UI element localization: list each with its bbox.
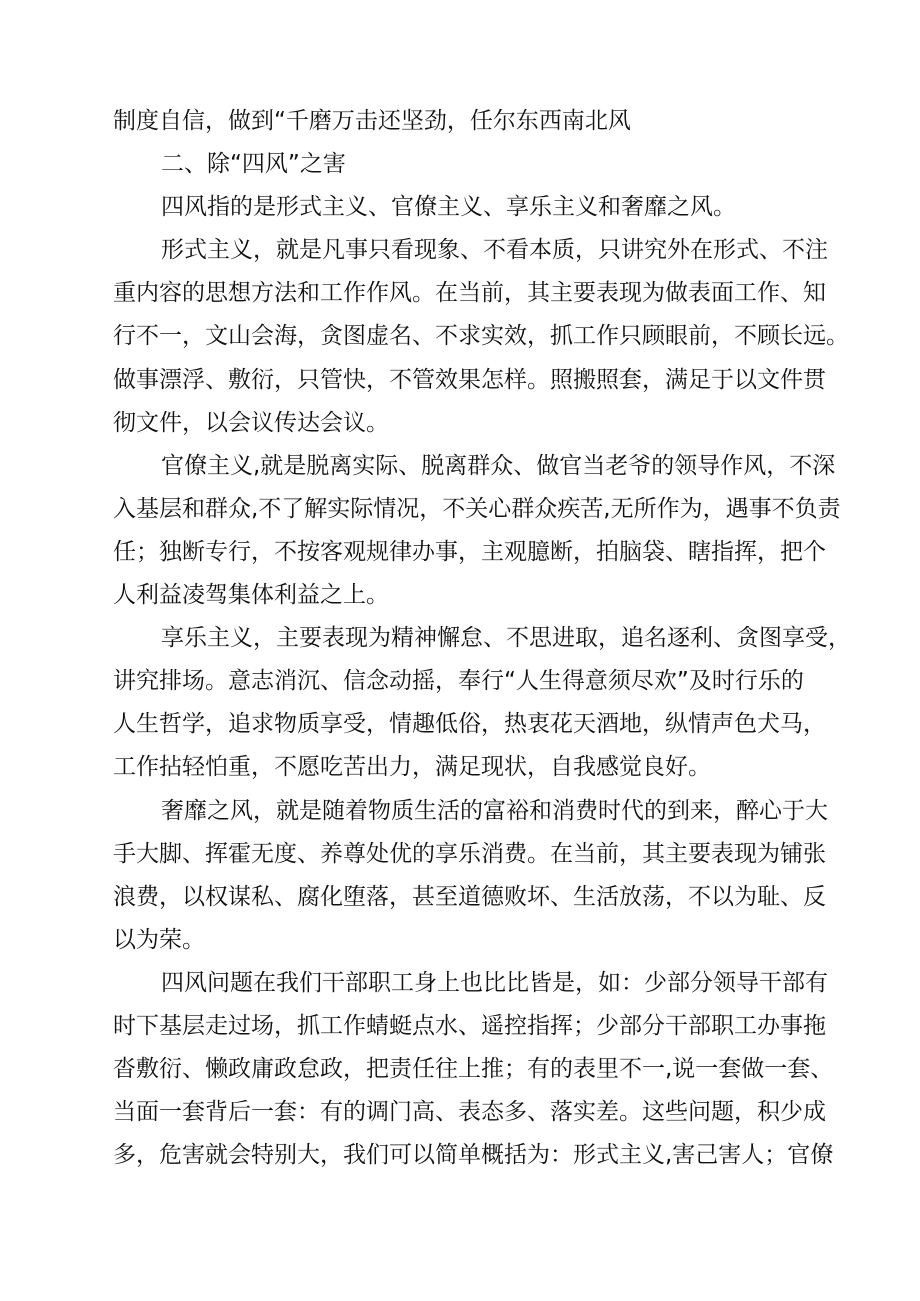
text-line: 制度自信，做到“千磨万击还坚劲，任尔东西南北风 xyxy=(113,108,631,134)
text-line: 手大脚、挥霍无度、养尊处优的享乐消费。在当前，其主要表现为铺张 xyxy=(113,840,826,867)
text-line: 奢靡之风，就是随着物质生活的富裕和消费时代的到来，醉心于大 xyxy=(161,797,828,824)
text-line: 讲究排场。意志消沉、信念动摇，奉行“人生得意须尽欢”及时行乐的 xyxy=(113,668,804,695)
text-line: 当面一套背后一套：有的调门高、表态多、落实差。这些问题，积少成 xyxy=(113,1099,826,1126)
text-line: 以为荣。 xyxy=(113,926,205,953)
text-line: 四风指的是形式主义、官僚主义、享乐主义和奢靡之风。 xyxy=(161,194,736,221)
text-line: 行不一，文山会海，贪图虚名、不求实效，抓工作只顾眼前，不顾长远。 xyxy=(113,323,849,350)
text-line: 享乐主义，主要表现为精神懈怠、不思进取，追名逐利、贪图享受， xyxy=(161,625,851,652)
text-line: 任；独断专行，不按客观规律办事，主观臆断，拍脑袋、瞎指挥，把个 xyxy=(113,538,826,565)
text-line: 彻文件，以会议传达会议。 xyxy=(113,409,389,436)
text-line: 人生哲学，追求物质享受，情趣低俗，热衷花天酒地，纵情声色犬马， xyxy=(113,711,826,738)
document-body xyxy=(113,100,851,1177)
text-line: 形式主义，就是凡事只看现象、不看本质，只讲究外在形式、不注 xyxy=(161,237,828,264)
text-line: 时下基层走过场，抓工作蜻蜓点水、遥控指挥；少部分干部职工办事拖 xyxy=(113,1012,826,1039)
text-line: 浪费，以权谋私、腐化堕落，甚至道德败坏、生活放荡，不以为耻、反 xyxy=(113,883,826,910)
text-line: 人利益凌驾集体利益之上。 xyxy=(113,582,389,609)
text-line: 多，危害就会特别大，我们可以简单概括为：形式主义,害己害人；官僚 xyxy=(113,1142,834,1169)
text-line: 二、除“四风”之害 xyxy=(161,151,346,178)
text-line: 做事漂浮、敷衍，只管快，不管效果怎样。照搬照套，满足于以文件贯 xyxy=(113,366,826,393)
text-line: 官僚主义,就是脱离实际、脱离群众、做官当老爷的领导作风，不深 xyxy=(161,452,836,479)
text-line: 重内容的思想方法和工作作风。在当前，其主要表现为做表面工作、知 xyxy=(113,280,826,307)
text-line: 沓敷衍、懒政庸政怠政，把责任往上推；有的表里不一,说一套做一套、 xyxy=(113,1056,834,1083)
text-line: 四风问题在我们干部职工身上也比比皆是，如：少部分领导干部有 xyxy=(161,969,828,996)
text-line: 工作拈轻怕重，不愿吃苦出力，满足现状，自我感觉良好。 xyxy=(113,754,711,781)
text-line: 入基层和群众,不了解实际情况，不关心群众疾苦,无所作为，遇事不负责 xyxy=(113,495,841,522)
